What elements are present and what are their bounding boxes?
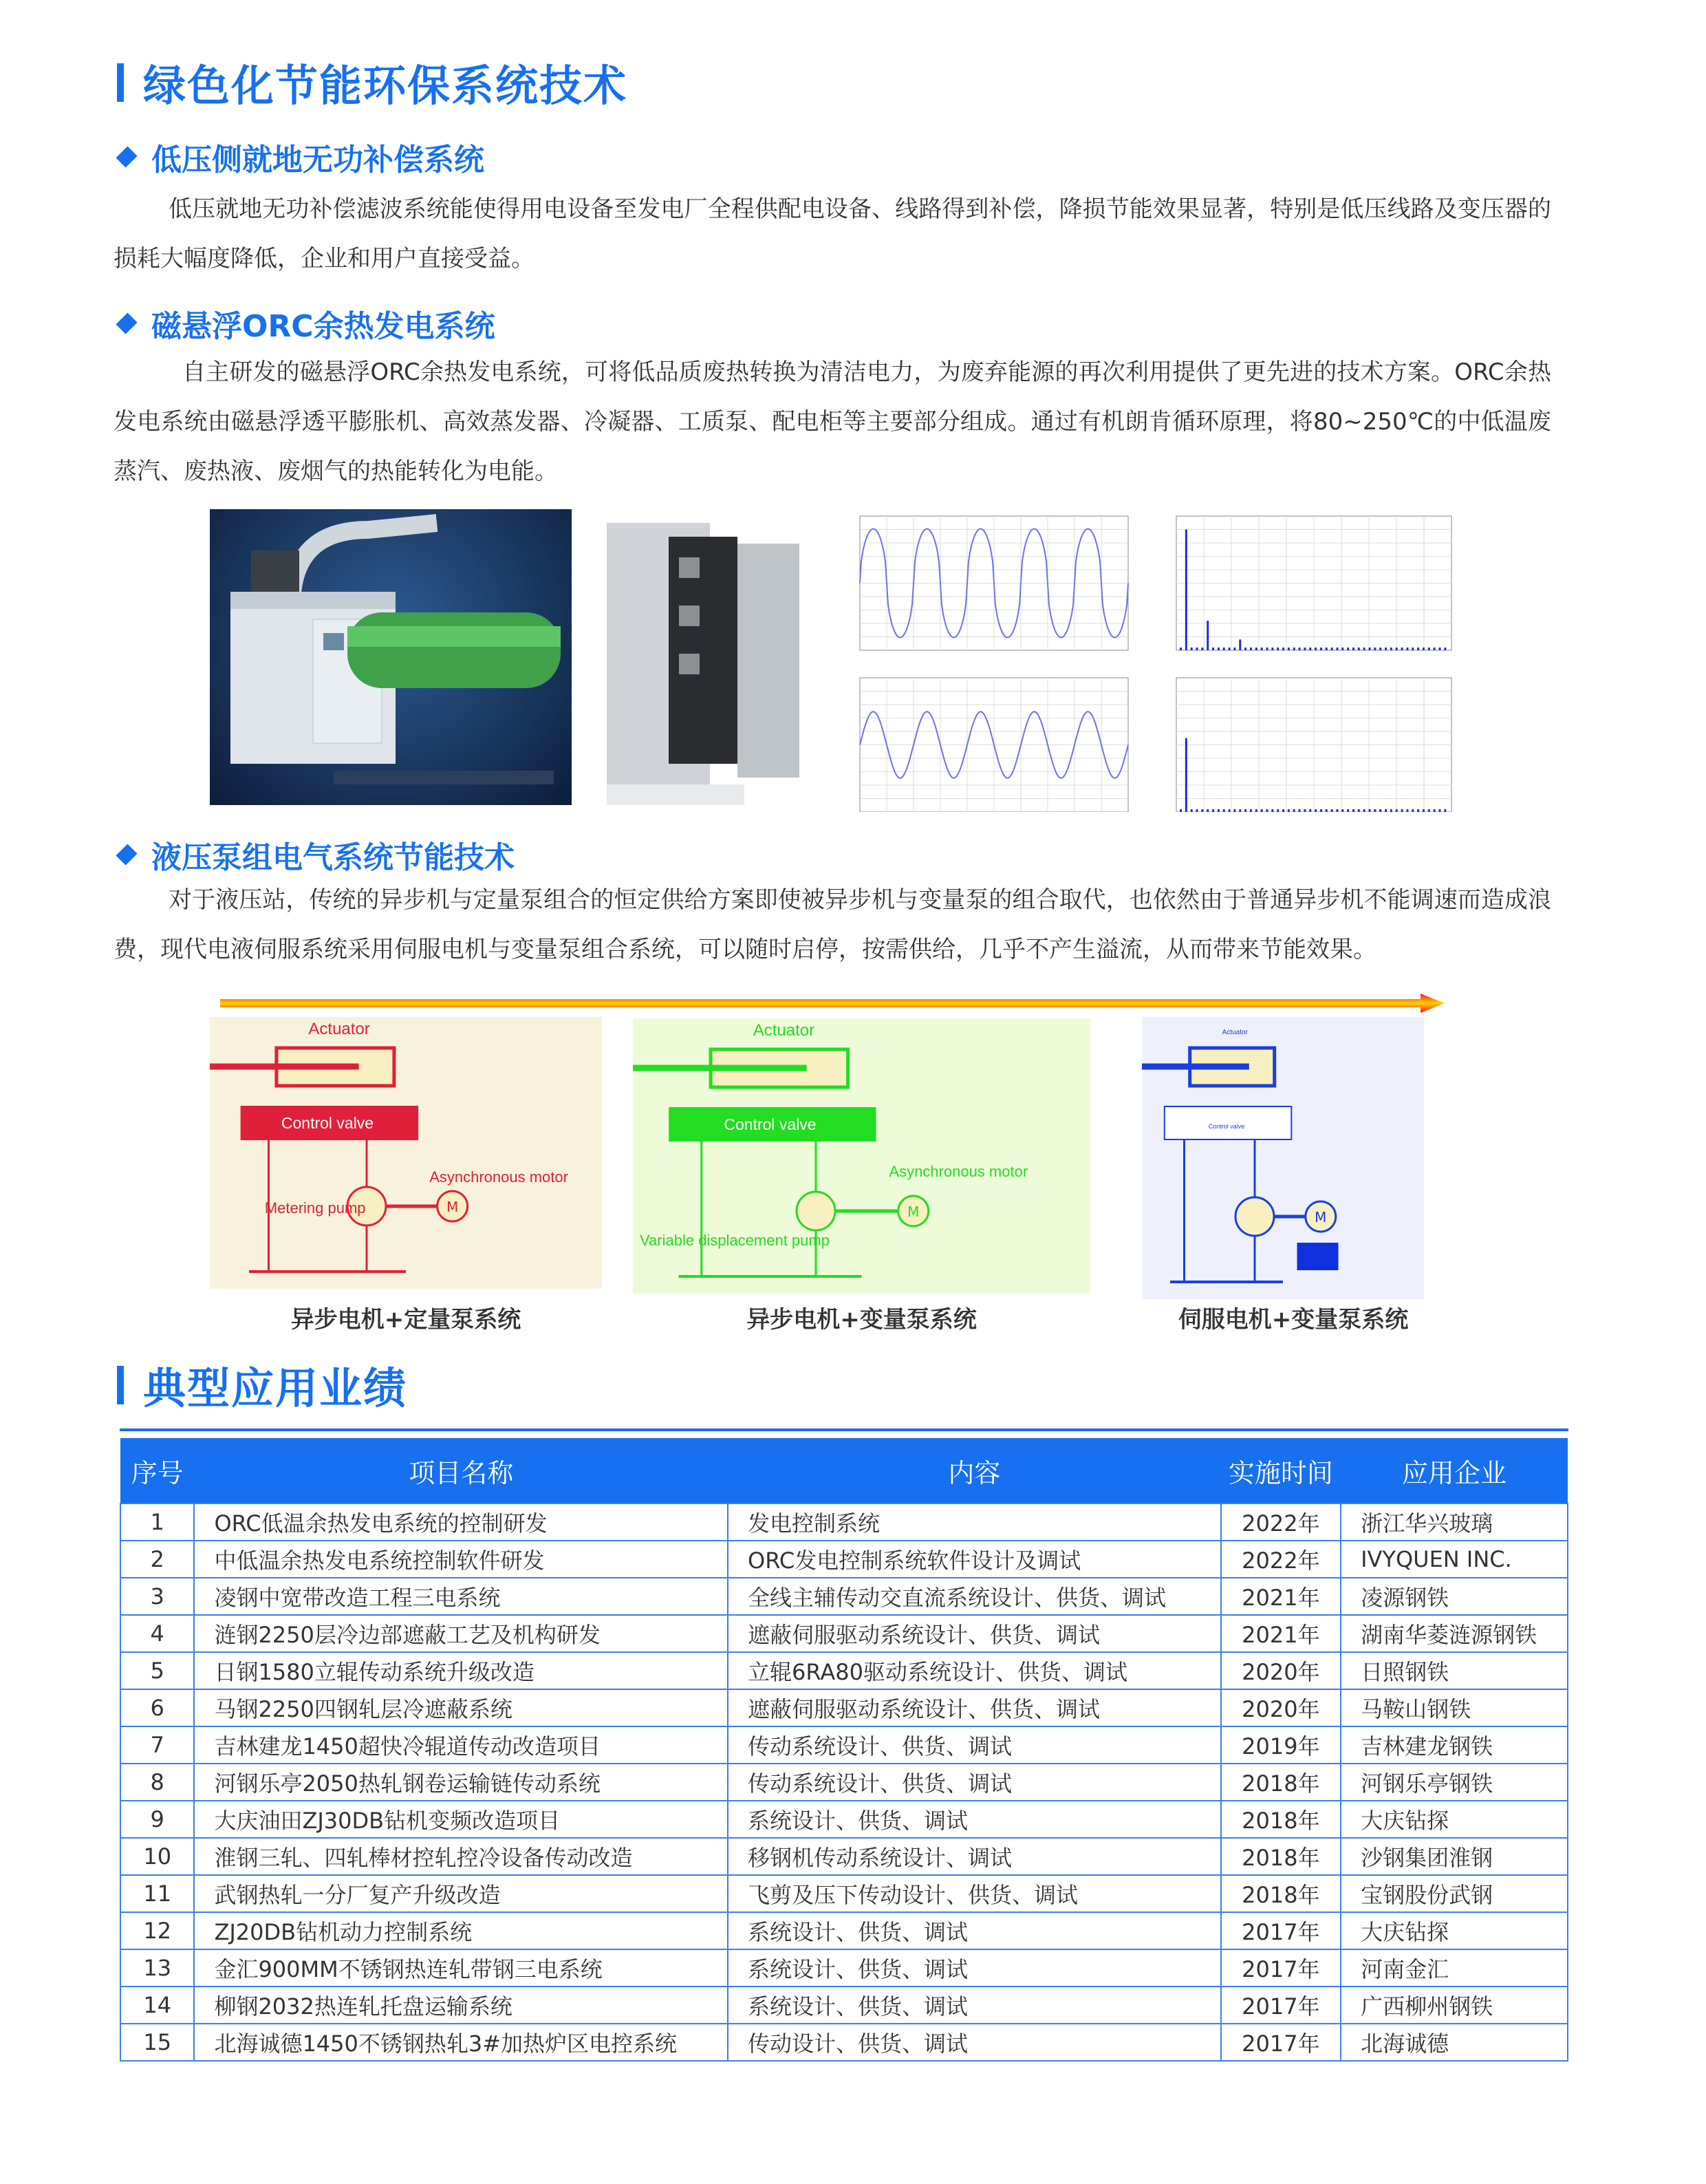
harmonic-bar	[1277, 809, 1279, 812]
table-row	[120, 1875, 1568, 1912]
paragraph-text: 自主研发的磁悬浮ORC余热发电系统，可将低品质废热转换为清洁电力，为废弃能源的再次利用提供了更先进的技术方案。ORC余热发电系统由磁悬浮透平膨胀机、高效蒸发器、冷凝器、工质泵、配电柜等主要部分组成。通过有机朗肯循环原理，将80~250℃的中低温废蒸汽、废热液、废烟气的热能转化为电能。	[114, 358, 1551, 485]
cell-index: 9	[120, 1801, 194, 1838]
harmonic-bar	[1196, 647, 1198, 650]
table-row	[120, 1578, 1568, 1615]
orc-machine-illustration	[210, 509, 572, 805]
harmonic-bar	[1207, 809, 1209, 812]
cell-index: 2	[120, 1541, 194, 1578]
harmonic-bar	[1201, 647, 1203, 650]
cell-index: 3	[120, 1578, 194, 1615]
cell-time: 2017年	[1221, 2024, 1341, 2061]
harmonic-bar	[1369, 809, 1371, 812]
cell-company: 北海诚德	[1341, 2024, 1568, 2061]
table-row	[120, 1912, 1568, 1949]
harmonic-bar	[1244, 647, 1246, 650]
harmonic-bar	[1417, 647, 1419, 650]
cell-company: 宝钢股份武钢	[1341, 1875, 1568, 1912]
cell-project: 中低温余热发电系统控制软件研发	[194, 1541, 728, 1578]
harmonic-bar	[1180, 647, 1182, 650]
pump-label: Variable displacement pump	[640, 1232, 830, 1249]
cell-content: 遮蔽伺服驱动系统设计、供货、调试	[728, 1689, 1221, 1726]
diamond-icon	[116, 844, 137, 865]
cell-company: IVYQUEN INC.	[1341, 1541, 1568, 1578]
harmonic-bar	[1191, 809, 1193, 812]
table-row	[120, 1987, 1568, 2024]
harmonic-bar	[1320, 809, 1322, 812]
harmonic-bar	[1336, 647, 1338, 650]
chart-panel	[860, 678, 1128, 812]
harmonic-bar	[1299, 647, 1301, 650]
subsection-title-text: 磁悬浮ORC余热发电系统	[151, 309, 495, 344]
subsection-title-orc	[117, 301, 495, 345]
harmonic-bar	[1212, 647, 1214, 650]
harmonic-bar	[1233, 647, 1235, 650]
cell-content: ORC发电控制系统软件设计及调试	[728, 1541, 1221, 1578]
svg-text:M: M	[446, 1199, 459, 1215]
pump-label: Metering pump	[264, 1199, 366, 1217]
diamond-icon	[116, 146, 137, 167]
cell-time: 2018年	[1221, 1875, 1341, 1912]
cell-project: ZJ20DB钻机动力控制系统	[194, 1912, 728, 1949]
harmonic-bar	[1304, 809, 1306, 812]
section-title-green-tech	[117, 52, 627, 113]
harmonic-bar	[1396, 647, 1398, 650]
harmonic-bar	[1401, 809, 1403, 812]
harmonic-bar	[1438, 647, 1440, 650]
table-row	[120, 1949, 1568, 1987]
harmonic-bar	[1277, 647, 1279, 650]
cell-time: 2021年	[1221, 1615, 1341, 1652]
cell-index: 5	[120, 1652, 194, 1689]
harmonic-bar	[1396, 809, 1398, 812]
performance-table	[120, 1438, 1568, 2062]
harmonic-bar	[1412, 809, 1414, 812]
harmonic-bar	[1379, 809, 1381, 812]
cell-time: 2017年	[1221, 1912, 1341, 1949]
harmonic-charts	[853, 509, 1458, 812]
cell-project: 涟钢2250层冷边部遮蔽工艺及机构研发	[194, 1615, 728, 1652]
harmonic-bar	[1261, 809, 1263, 812]
harmonic-bar	[1434, 647, 1436, 650]
cell-content: 飞剪及压下传动设计、供货、调试	[728, 1875, 1221, 1912]
cell-project: 武钢热轧一分厂复产升级改造	[194, 1875, 728, 1912]
diagram-caption: 伺服电机+变量泵系统	[1178, 1306, 1409, 1334]
table-row	[120, 1838, 1568, 1875]
harmonic-bar	[1417, 809, 1419, 812]
paragraph-orc	[114, 347, 1551, 496]
header-content: 内容	[728, 1438, 1221, 1503]
harmonic-bar	[1250, 809, 1252, 812]
subsection-title-reactive-compensation	[117, 135, 484, 179]
table-row	[120, 1801, 1568, 1838]
cell-project: 凌钢中宽带改造工程三电系统	[194, 1578, 728, 1615]
harmonic-bar	[1223, 647, 1225, 650]
harmonic-bar	[1434, 809, 1436, 812]
cell-content: 系统设计、供货、调试	[728, 1987, 1221, 2024]
harmonic-bar	[1271, 647, 1273, 650]
harmonic-bar	[1309, 647, 1311, 650]
subsection-title-hydraulic	[117, 833, 515, 877]
harmonic-bar	[1438, 809, 1440, 812]
table-row	[120, 1615, 1568, 1652]
harmonic-bar	[1309, 809, 1311, 812]
harmonic-bar	[1331, 809, 1333, 812]
harmonic-bar	[1331, 647, 1333, 650]
table-row	[120, 1503, 1568, 1541]
table-row	[120, 1689, 1568, 1726]
harmonic-bar	[1363, 647, 1365, 650]
cell-content: 系统设计、供货、调试	[728, 1912, 1221, 1949]
diagram-caption: 异步电机+定量泵系统	[290, 1306, 521, 1334]
cell-time: 2020年	[1221, 1652, 1341, 1689]
harmonic-bar	[1369, 647, 1371, 650]
harmonic-bar	[1352, 647, 1354, 650]
harmonic-bar	[1412, 647, 1414, 650]
cell-project: 日钢1580立辊传动系统升级改造	[194, 1652, 728, 1689]
harmonic-bar	[1255, 809, 1257, 812]
harmonic-bar	[1239, 809, 1241, 812]
pump-icon	[1235, 1197, 1274, 1236]
harmonic-bar	[1326, 647, 1328, 650]
harmonic-bar	[1250, 647, 1252, 650]
harmonic-bar	[1201, 809, 1203, 812]
paragraph-text: 对于液压站，传统的异步机与定量泵组合的恒定供给方案即使被异步机与变量泵的组合取代，也依然由于普通异步机不能调速而造成浪费，现代电液伺服系统采用伺服电机与变量泵组合系统，可以随时启停，按需供给，几乎不产生溢流，从而带来节能效果。	[114, 886, 1551, 963]
cell-time: 2018年	[1221, 1764, 1341, 1801]
diamond-icon	[116, 312, 137, 334]
harmonic-bar	[1185, 530, 1187, 651]
harmonic-bar	[1293, 647, 1295, 650]
harmonic-bar	[1347, 647, 1349, 650]
harmonic-bar	[1191, 647, 1193, 650]
pump-icon	[797, 1192, 835, 1230]
cell-project: 马钢2250四钢轧层冷遮蔽系统	[194, 1689, 728, 1726]
motor-label: Asynchronous motor	[889, 1163, 1028, 1180]
actuator-label: Actuator	[753, 1021, 815, 1040]
harmonic-bar	[1406, 647, 1408, 650]
cell-time: 2022年	[1221, 1541, 1341, 1578]
control-valve-label: Control valve	[281, 1114, 374, 1132]
harmonic-bar	[1315, 809, 1317, 812]
harmonic-bar	[1218, 809, 1220, 812]
control-valve-label: Control valve	[1208, 1123, 1245, 1130]
harmonic-bar	[1271, 809, 1273, 812]
section-divider	[120, 1428, 1568, 1431]
cell-time: 2017年	[1221, 1987, 1341, 2024]
harmonic-bar	[1207, 621, 1209, 650]
harmonic-bar	[1304, 647, 1306, 650]
cell-index: 13	[120, 1949, 194, 1987]
cell-time: 2019年	[1221, 1726, 1341, 1764]
cell-company: 湖南华菱涟源钢铁	[1341, 1615, 1568, 1652]
harmonic-bar	[1401, 647, 1403, 650]
cell-index: 4	[120, 1615, 194, 1652]
harmonic-bar	[1390, 647, 1392, 650]
harmonic-bar	[1423, 647, 1425, 650]
cell-company: 大庆钻探	[1341, 1801, 1568, 1838]
title-bar-icon	[117, 1366, 124, 1404]
cell-company: 河钢乐亭钢铁	[1341, 1764, 1568, 1801]
cell-company: 吉林建龙钢铁	[1341, 1726, 1568, 1764]
motor-label: Asynchronous motor	[429, 1168, 568, 1186]
harmonic-bar	[1282, 647, 1284, 650]
diagram-caption: 异步电机+变量泵系统	[746, 1306, 977, 1334]
harmonic-bar	[1352, 809, 1354, 812]
control-cabinet-image	[593, 509, 809, 805]
harmonic-bar	[1212, 809, 1214, 812]
harmonic-bar	[1266, 809, 1268, 812]
cell-content: 全线主辅传动交直流系统设计、供货、调试	[728, 1578, 1221, 1615]
cell-index: 15	[120, 2024, 194, 2061]
cell-index: 14	[120, 1987, 194, 2024]
harmonic-bar	[1261, 647, 1263, 650]
chart-panel	[860, 516, 1128, 650]
chart-panel	[1176, 516, 1451, 650]
section-title-text: 典型应用业绩	[143, 1363, 408, 1413]
harmonic-bar	[1315, 647, 1317, 650]
harmonic-bar	[1282, 809, 1284, 812]
servo-drive-box	[1297, 1243, 1339, 1270]
cell-content: 发电控制系统	[728, 1503, 1221, 1541]
svg-text:M: M	[907, 1203, 920, 1220]
harmonic-bar	[1347, 809, 1349, 812]
orc-machine-image	[210, 509, 572, 805]
cell-project: 吉林建龙1450超快冷辊道传动改造项目	[194, 1726, 728, 1764]
harmonic-bar	[1293, 809, 1295, 812]
harmonic-bar	[1423, 809, 1425, 812]
harmonic-bar	[1341, 647, 1343, 650]
cell-content: 立辊6RA80驱动系统设计、供货、调试	[728, 1652, 1221, 1689]
subsection-title-text: 液压泵组电气系统节能技术	[151, 840, 515, 875]
harmonic-bar	[1444, 809, 1446, 812]
harmonic-bar	[1363, 809, 1365, 812]
cell-company: 沙钢集团淮钢	[1341, 1838, 1568, 1875]
cell-time: 2017年	[1221, 1949, 1341, 1987]
harmonic-bar	[1374, 809, 1376, 812]
header-index: 序号	[120, 1438, 194, 1503]
cell-project: 淮钢三轧、四轧棒材控轧控冷设备传动改造	[194, 1838, 728, 1875]
actuator-label: Actuator	[1222, 1029, 1248, 1036]
chart-panel	[1176, 678, 1451, 812]
cell-index: 8	[120, 1764, 194, 1801]
cell-index: 12	[120, 1912, 194, 1949]
harmonic-bar	[1299, 809, 1301, 812]
harmonic-bar	[1229, 809, 1231, 812]
cell-index: 11	[120, 1875, 194, 1912]
cell-time: 2021年	[1221, 1578, 1341, 1615]
header-project: 项目名称	[194, 1438, 728, 1503]
control-valve-label: Control valve	[724, 1115, 817, 1133]
cell-time: 2018年	[1221, 1838, 1341, 1875]
cell-content: 移钢机传动系统设计、调试	[728, 1838, 1221, 1875]
cell-content: 系统设计、供货、调试	[728, 1801, 1221, 1838]
harmonic-bar	[1428, 647, 1430, 650]
harmonic-bar	[1374, 647, 1376, 650]
harmonic-bar	[1444, 647, 1446, 650]
harmonic-bar	[1229, 647, 1231, 650]
table-row	[120, 1541, 1568, 1578]
cell-company: 浙江华兴玻璃	[1341, 1503, 1568, 1541]
cell-company: 广西柳州钢铁	[1341, 1987, 1568, 2024]
cell-company: 马鞍山钢铁	[1341, 1689, 1568, 1726]
harmonic-bar	[1385, 647, 1387, 650]
harmonic-bar	[1180, 809, 1182, 812]
subsection-title-text: 低压侧就地无功补偿系统	[151, 142, 484, 178]
harmonic-bar	[1390, 809, 1392, 812]
cell-project: 河钢乐亭2050热轧钢卷运输链传动系统	[194, 1764, 728, 1801]
harmonic-bar	[1358, 647, 1360, 650]
header-time: 实施时间	[1221, 1438, 1341, 1503]
harmonic-bar	[1223, 809, 1225, 812]
cell-content: 系统设计、供货、调试	[728, 1949, 1221, 1987]
cell-time: 2022年	[1221, 1503, 1341, 1541]
diagram-async-fixed-pump	[210, 1017, 602, 1289]
harmonic-bar	[1244, 809, 1246, 812]
cell-company: 大庆钻探	[1341, 1912, 1568, 1949]
harmonic-bar	[1379, 647, 1381, 650]
cell-company: 河南金汇	[1341, 1949, 1568, 1987]
harmonic-bar	[1288, 647, 1290, 650]
harmonic-bar	[1320, 647, 1322, 650]
harmonic-bar	[1218, 647, 1220, 650]
table-header-row	[120, 1438, 1568, 1503]
harmonic-bar	[1406, 809, 1408, 812]
harmonic-bar	[1288, 809, 1290, 812]
cell-content: 遮蔽伺服驱动系统设计、供货、调试	[728, 1615, 1221, 1652]
cell-content: 传动系统设计、供货、调试	[728, 1764, 1221, 1801]
progression-arrow-icon	[220, 994, 1458, 1014]
harmonic-bar	[1358, 809, 1360, 812]
harmonic-bar	[1266, 647, 1268, 650]
cell-index: 7	[120, 1726, 194, 1764]
harmonic-bar	[1233, 809, 1235, 812]
cell-project: 金汇900MM不锈钢热连轧带钢三电系统	[194, 1949, 728, 1987]
cell-project: 北海诚德1450不锈钢热轧3#加热炉区电控系统	[194, 2024, 728, 2061]
cell-content: 传动系统设计、供货、调试	[728, 1726, 1221, 1764]
table-row	[120, 1764, 1568, 1801]
table-row	[120, 2024, 1568, 2061]
paragraph-text: 低压就地无功补偿滤波系统能使得用电设备至发电厂全程供配电设备、线路得到补偿，降损节能效果显著，特别是低压线路及变压器的损耗大幅度降低，企业和用户直接受益。	[114, 195, 1551, 272]
control-cabinet-illustration	[593, 509, 809, 805]
harmonic-bar	[1239, 639, 1241, 650]
paragraph-hydraulic	[114, 875, 1551, 974]
svg-text:M: M	[1315, 1209, 1327, 1225]
diagram-servo-variable-pump	[1142, 1017, 1424, 1299]
cell-content: 传动设计、供货、调试	[728, 2024, 1221, 2061]
cell-index: 10	[120, 1838, 194, 1875]
cell-index: 1	[120, 1503, 194, 1541]
section-title-performance	[117, 1354, 407, 1415]
cell-company: 日照钢铁	[1341, 1652, 1568, 1689]
cell-time: 2018年	[1221, 1801, 1341, 1838]
actuator-label: Actuator	[308, 1020, 370, 1038]
harmonic-bar	[1326, 809, 1328, 812]
cell-company: 凌源钢铁	[1341, 1578, 1568, 1615]
cell-time: 2020年	[1221, 1689, 1341, 1726]
harmonic-bar	[1385, 809, 1387, 812]
harmonic-bar	[1196, 809, 1198, 812]
harmonic-bar	[1428, 809, 1430, 812]
cell-project: 柳钢2032热连轧托盘运输系统	[194, 1987, 728, 2024]
cell-project: 大庆油田ZJ30DB钻机变频改造项目	[194, 1801, 728, 1838]
diagram-async-variable-pump	[633, 1018, 1090, 1294]
title-bar-icon	[117, 63, 124, 102]
harmonic-bar	[1255, 647, 1257, 650]
section-title-text: 绿色化节能环保系统技术	[143, 61, 628, 111]
cell-index: 6	[120, 1689, 194, 1726]
table-row	[120, 1652, 1568, 1689]
harmonic-bar	[1185, 738, 1187, 812]
paragraph-reactive-compensation	[114, 184, 1551, 283]
header-company: 应用企业	[1341, 1438, 1568, 1503]
harmonic-bar	[1336, 809, 1338, 812]
harmonic-bar	[1341, 809, 1343, 812]
table-row	[120, 1726, 1568, 1764]
cell-project: ORC低温余热发电系统的控制研发	[194, 1503, 728, 1541]
